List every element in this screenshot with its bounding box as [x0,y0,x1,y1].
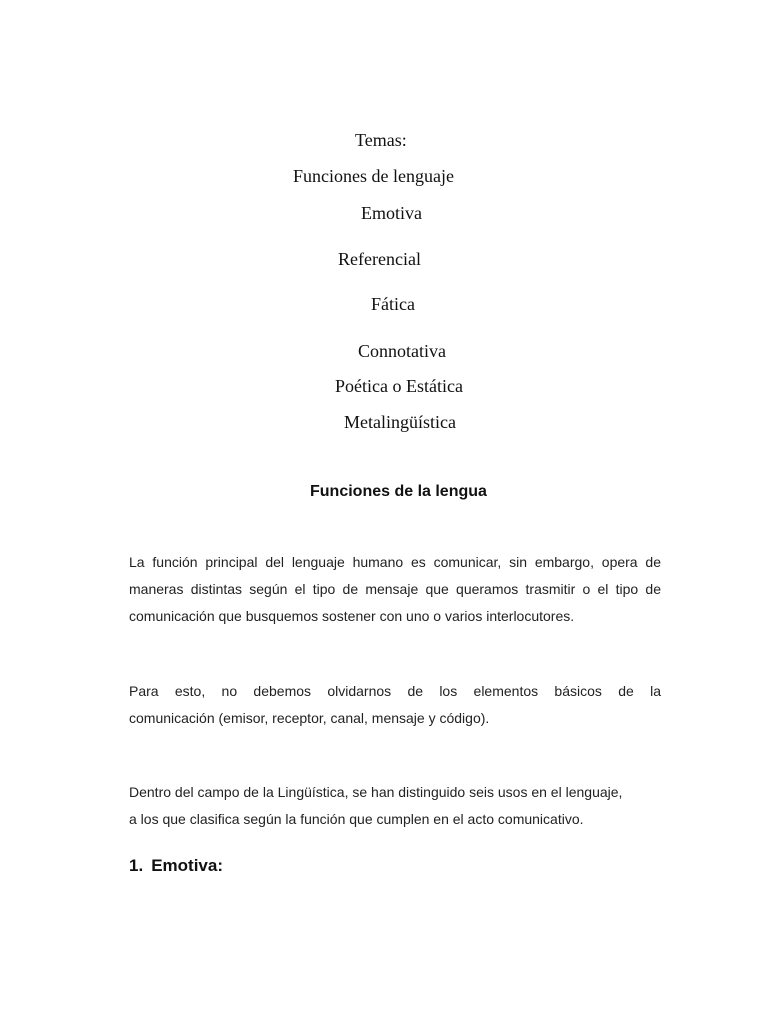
topic-item-metalinguistica: Metalingüística [344,412,456,432]
paragraph-line: maneras distintas según el tipo de mensaje que queramos trasmitir o el tipo de [129,581,661,597]
paragraph-line: La función principal del lenguaje humano es comunicar, sin embargo, opera de [129,554,661,570]
paragraph-line: Para esto, no debemos olvidarnos de los elementos básicos de la [129,683,661,699]
paragraph-line: a los que clasifica según la función que cumplen en el acto comunicativo. [129,811,584,827]
topic-item-fatica: Fática [371,294,415,314]
numbered-heading [129,856,223,876]
paragraph-line: comunicación (emisor, receptor, canal, mensaje y código). [129,710,490,726]
paragraph-3 [129,779,661,833]
topics-label: Temas: [355,130,407,150]
heading-number: 1. [129,856,144,875]
topics-subtitle: Funciones de lenguaje [293,166,454,186]
paragraph-line: Dentro del campo de la Lingüística, se han distinguido seis usos en el lenguaje, [129,784,623,800]
heading-text: Emotiva: [151,856,223,875]
paragraph-line: comunicación que busquemos sostener con uno o varios interlocutores. [129,608,575,624]
topic-item-connotativa: Connotativa [358,341,446,361]
topic-item-poetica: Poética o Estática [335,376,463,396]
topic-item-referencial: Referencial [338,249,421,269]
section-title: Funciones de la lengua [310,483,487,500]
topic-item-emotiva: Emotiva [361,203,422,223]
paragraph-2 [129,678,661,732]
paragraph-1 [129,549,661,630]
